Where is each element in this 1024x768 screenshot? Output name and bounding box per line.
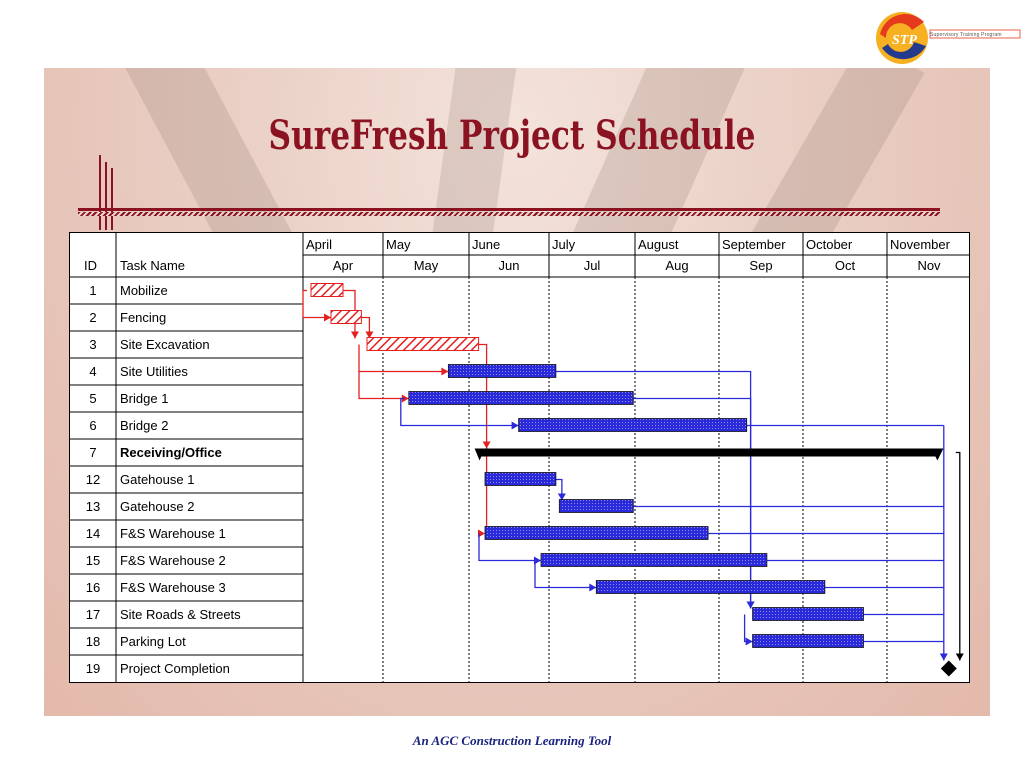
task-bar — [409, 392, 633, 405]
stp-logo — [872, 8, 1022, 68]
title-rule-vertical — [99, 155, 101, 230]
title-rule-vertical — [111, 168, 113, 230]
task-id: 15 — [85, 553, 101, 568]
slide-footer: An AGC Construction Learning Tool — [412, 733, 612, 748]
header-month-abbr: Oct — [834, 258, 856, 273]
header-month-abbr: Sep — [749, 258, 773, 273]
dependency-arrow — [351, 332, 359, 339]
task-bar — [448, 365, 556, 378]
header-month-abbr: Nov — [917, 258, 941, 273]
title-rule-hatched — [78, 212, 940, 216]
header-id: ID — [84, 258, 97, 273]
task-id: 4 — [89, 364, 97, 379]
task-name: Receiving/Office — [120, 445, 222, 460]
task-name: Gatehouse 2 — [120, 499, 195, 514]
dependency-line — [556, 372, 751, 609]
dependency-arrow — [512, 422, 519, 430]
header-month-abbr: May — [413, 258, 439, 273]
dependency-arrow — [483, 442, 491, 449]
task-id: 3 — [89, 337, 97, 352]
task-name: Site Utilities — [120, 364, 188, 379]
header-month: April — [306, 237, 333, 252]
task-name: Parking Lot — [120, 634, 186, 649]
header-month: October — [806, 237, 853, 252]
logo-caption: Supervisory Training Program — [930, 32, 1002, 38]
gantt-chart-svg — [70, 233, 969, 682]
header-month-abbr: Apr — [332, 258, 354, 273]
dependency-arrow — [441, 368, 448, 376]
task-bar — [541, 554, 767, 567]
task-id: 1 — [89, 283, 97, 298]
task-id: 12 — [85, 472, 101, 487]
task-name: Fencing — [120, 310, 167, 325]
task-bar — [519, 419, 747, 432]
task-bar — [485, 527, 708, 540]
header-month-abbr: Aug — [665, 258, 689, 273]
milestone-diamond — [941, 661, 957, 677]
task-id: 14 — [85, 526, 101, 541]
task-id: 18 — [85, 634, 101, 649]
header-month-abbr: Jun — [498, 258, 520, 273]
dependency-arrow — [956, 654, 964, 661]
task-bar — [596, 581, 825, 594]
critical-task-bar — [367, 338, 479, 351]
task-name: Mobilize — [120, 283, 168, 298]
dependency-line — [485, 453, 487, 534]
title-rule-vertical — [105, 162, 107, 230]
task-id: 19 — [85, 661, 101, 676]
critical-task-bar — [311, 284, 343, 297]
task-id: 17 — [85, 607, 101, 622]
header-month: August — [638, 237, 679, 252]
task-name: Bridge 1 — [120, 391, 169, 406]
dependency-arrow — [940, 654, 948, 661]
task-id: 16 — [85, 580, 101, 595]
task-name: Project Completion — [120, 661, 230, 676]
header-task-name: Task Name — [120, 258, 186, 273]
task-name: F&S Warehouse 1 — [120, 526, 226, 541]
task-bar — [753, 608, 864, 621]
task-name: Bridge 2 — [120, 418, 169, 433]
header-month: November — [890, 237, 950, 252]
task-name: F&S Warehouse 2 — [120, 553, 226, 568]
header-month: September — [722, 237, 786, 252]
gantt-chart — [69, 232, 970, 683]
task-name: Site Excavation — [120, 337, 210, 352]
task-id: 2 — [89, 310, 97, 325]
summary-bar — [479, 449, 938, 457]
svg-text:STP: STP — [892, 33, 917, 48]
dependency-arrow — [589, 584, 596, 592]
task-name: F&S Warehouse 3 — [120, 580, 226, 595]
header-month-abbr: Jul — [583, 258, 601, 273]
task-id: 13 — [85, 499, 101, 514]
task-bar — [485, 473, 556, 486]
header-month: July — [552, 237, 576, 252]
dependency-arrow — [324, 314, 331, 322]
task-name: Site Roads & Streets — [120, 607, 241, 622]
task-id: 5 — [89, 391, 97, 406]
dependency-arrow — [746, 638, 753, 646]
task-bar — [559, 500, 633, 513]
critical-task-bar — [331, 311, 361, 324]
task-id: 7 — [89, 445, 97, 460]
dependency-line — [359, 372, 409, 399]
task-id: 6 — [89, 418, 97, 433]
header-month: May — [386, 237, 411, 252]
task-name: Gatehouse 1 — [120, 472, 195, 487]
dependency-line — [745, 615, 753, 642]
slide-title: SureFresh Project Schedule — [268, 112, 756, 159]
task-bar — [753, 635, 864, 648]
title-rule — [78, 208, 940, 211]
dependency-line — [956, 453, 960, 661]
header-month: June — [472, 237, 501, 252]
